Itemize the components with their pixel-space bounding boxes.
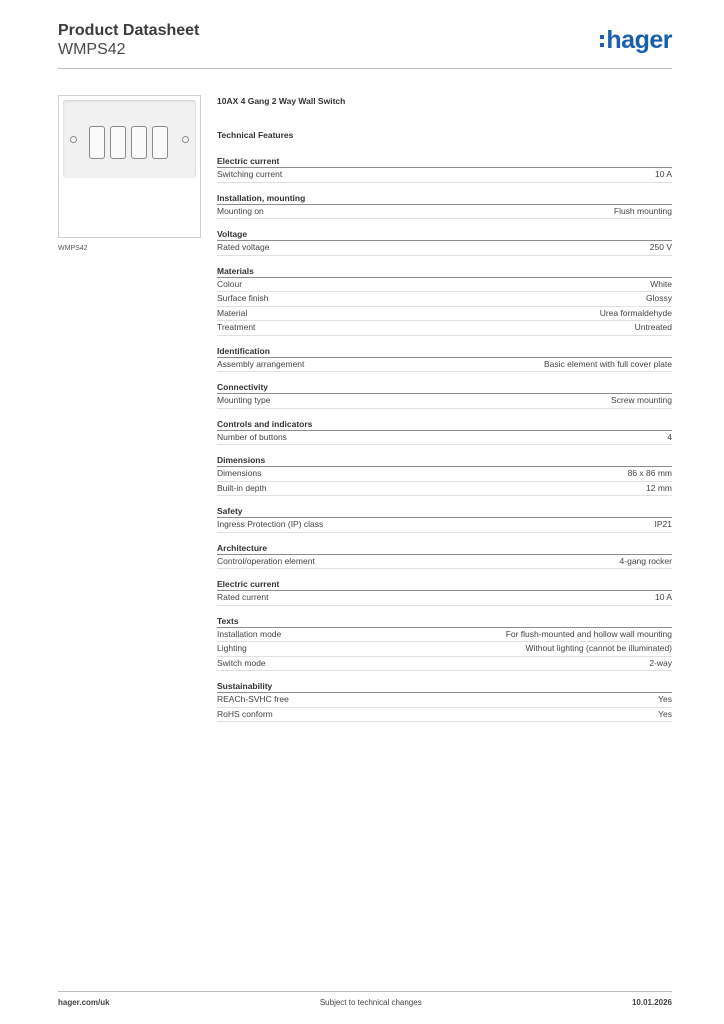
image-caption: WMPS42 — [58, 245, 88, 252]
feature-value: Flush mounting — [613, 205, 672, 216]
rocker-icon — [131, 126, 147, 159]
feature-row — [217, 321, 672, 336]
logo-wordmark: hager — [606, 26, 672, 54]
section-title: Electric current — [217, 579, 672, 591]
section-title: Installation, mounting — [217, 193, 672, 205]
feature-row — [217, 518, 672, 533]
feature-label: Control/operation element — [217, 555, 315, 566]
page-title: Product Datasheet — [58, 22, 200, 39]
feature-row — [217, 591, 672, 606]
logo-dots-icon — [600, 35, 604, 47]
feature-value: White — [650, 278, 672, 289]
feature-row — [217, 278, 672, 293]
feature-value: 2-way — [649, 657, 672, 668]
feature-label: Rated voltage — [217, 242, 270, 252]
feature-label: Number of buttons — [217, 431, 287, 442]
feature-value: Yes — [658, 694, 672, 704]
feature-label: Switch mode — [217, 657, 266, 668]
section-title: Safety — [217, 506, 672, 518]
feature-label: Treatment — [217, 322, 256, 332]
feature-value: 4-gang rocker — [619, 555, 672, 566]
footer-divider — [58, 991, 672, 992]
section-title: Dimensions — [217, 455, 672, 467]
feature-row — [217, 708, 672, 723]
feature-row — [217, 628, 672, 643]
feature-section — [217, 419, 672, 446]
feature-row — [217, 482, 672, 497]
datasheet-content — [217, 96, 672, 722]
product-name: 10AX 4 Gang 2 Way Wall Switch — [217, 96, 346, 106]
feature-label: Dimensions — [217, 468, 262, 478]
feature-label: Colour — [217, 278, 243, 289]
feature-label: Material — [217, 307, 248, 318]
feature-section — [217, 156, 672, 183]
page-footer — [58, 998, 672, 1007]
product-code: WMPS42 — [58, 41, 126, 58]
feature-value: Yes — [658, 708, 672, 719]
feature-value: Untreated — [634, 322, 672, 332]
feature-section — [217, 455, 672, 496]
section-title: Connectivity — [217, 382, 672, 394]
switch-plate-icon — [63, 100, 196, 178]
feature-value: 86 x 86 mm — [627, 468, 672, 478]
feature-label: Mounting on — [217, 205, 264, 216]
rocker-icon — [110, 126, 126, 159]
feature-label: RoHS conform — [217, 708, 273, 719]
section-title: Architecture — [217, 543, 672, 555]
feature-label: Assembly arrangement — [217, 358, 305, 369]
feature-value: 12 mm — [646, 482, 672, 493]
feature-label: REACh-SVHC free — [217, 694, 289, 704]
feature-section — [217, 266, 672, 336]
feature-row — [217, 693, 672, 708]
feature-row — [217, 292, 672, 307]
feature-section — [217, 346, 672, 373]
feature-label: Built-in depth — [217, 482, 267, 493]
section-title: Sustainability — [217, 681, 672, 693]
feature-section — [217, 506, 672, 533]
feature-value: 4 — [667, 431, 672, 442]
feature-value: Urea formaldehyde — [599, 307, 672, 318]
header-divider — [58, 68, 672, 69]
feature-section — [217, 681, 672, 722]
feature-value: 10 A — [654, 169, 672, 179]
hager-logo — [600, 28, 672, 53]
feature-row — [217, 205, 672, 220]
rocker-icon — [89, 126, 105, 159]
feature-section — [217, 229, 672, 256]
rocker-icon — [152, 126, 168, 159]
feature-label: Installation mode — [217, 628, 282, 639]
technical-features-heading: Technical Features — [217, 130, 294, 140]
section-title: Materials — [217, 266, 672, 278]
feature-label: Ingress Protection (IP) class — [217, 519, 324, 529]
feature-value: 250 V — [649, 242, 672, 252]
feature-value: For flush-mounted and hollow wall mounting — [505, 628, 672, 639]
feature-sections — [217, 156, 672, 722]
footer-website[interactable]: hager.com/uk — [58, 998, 110, 1007]
feature-section — [217, 382, 672, 409]
feature-row — [217, 555, 672, 570]
feature-row — [217, 642, 672, 657]
feature-row — [217, 241, 672, 256]
feature-section — [217, 579, 672, 606]
page-header — [58, 21, 199, 59]
section-title: Texts — [217, 616, 672, 628]
screw-icon — [70, 136, 77, 143]
feature-value: Without lighting (cannot be illuminated) — [525, 643, 672, 653]
feature-row — [217, 394, 672, 409]
section-title: Electric current — [217, 156, 672, 168]
feature-row — [217, 168, 672, 183]
feature-label: Surface finish — [217, 293, 269, 303]
feature-section — [217, 543, 672, 570]
footer-notice: Subject to technical changes — [319, 998, 422, 1007]
section-title: Identification — [217, 346, 672, 358]
feature-value: IP21 — [654, 519, 672, 529]
feature-section — [217, 616, 672, 672]
feature-label: Rated current — [217, 592, 269, 602]
feature-label: Lighting — [217, 643, 247, 653]
section-title: Controls and indicators — [217, 419, 672, 431]
footer-date: 10.01.2026 — [631, 998, 672, 1007]
feature-row — [217, 358, 672, 373]
feature-row — [217, 431, 672, 446]
feature-row — [217, 657, 672, 672]
feature-label: Switching current — [217, 169, 283, 179]
feature-row — [217, 467, 672, 482]
feature-value: Basic element with full cover plate — [543, 358, 672, 369]
feature-value: Screw mounting — [611, 395, 672, 405]
product-image — [58, 95, 201, 238]
screw-icon — [182, 136, 189, 143]
feature-section — [217, 193, 672, 220]
feature-row — [217, 307, 672, 322]
feature-value: Glossy — [646, 293, 672, 303]
feature-label: Mounting type — [217, 395, 271, 405]
section-title: Voltage — [217, 229, 672, 241]
feature-value: 10 A — [654, 592, 672, 602]
